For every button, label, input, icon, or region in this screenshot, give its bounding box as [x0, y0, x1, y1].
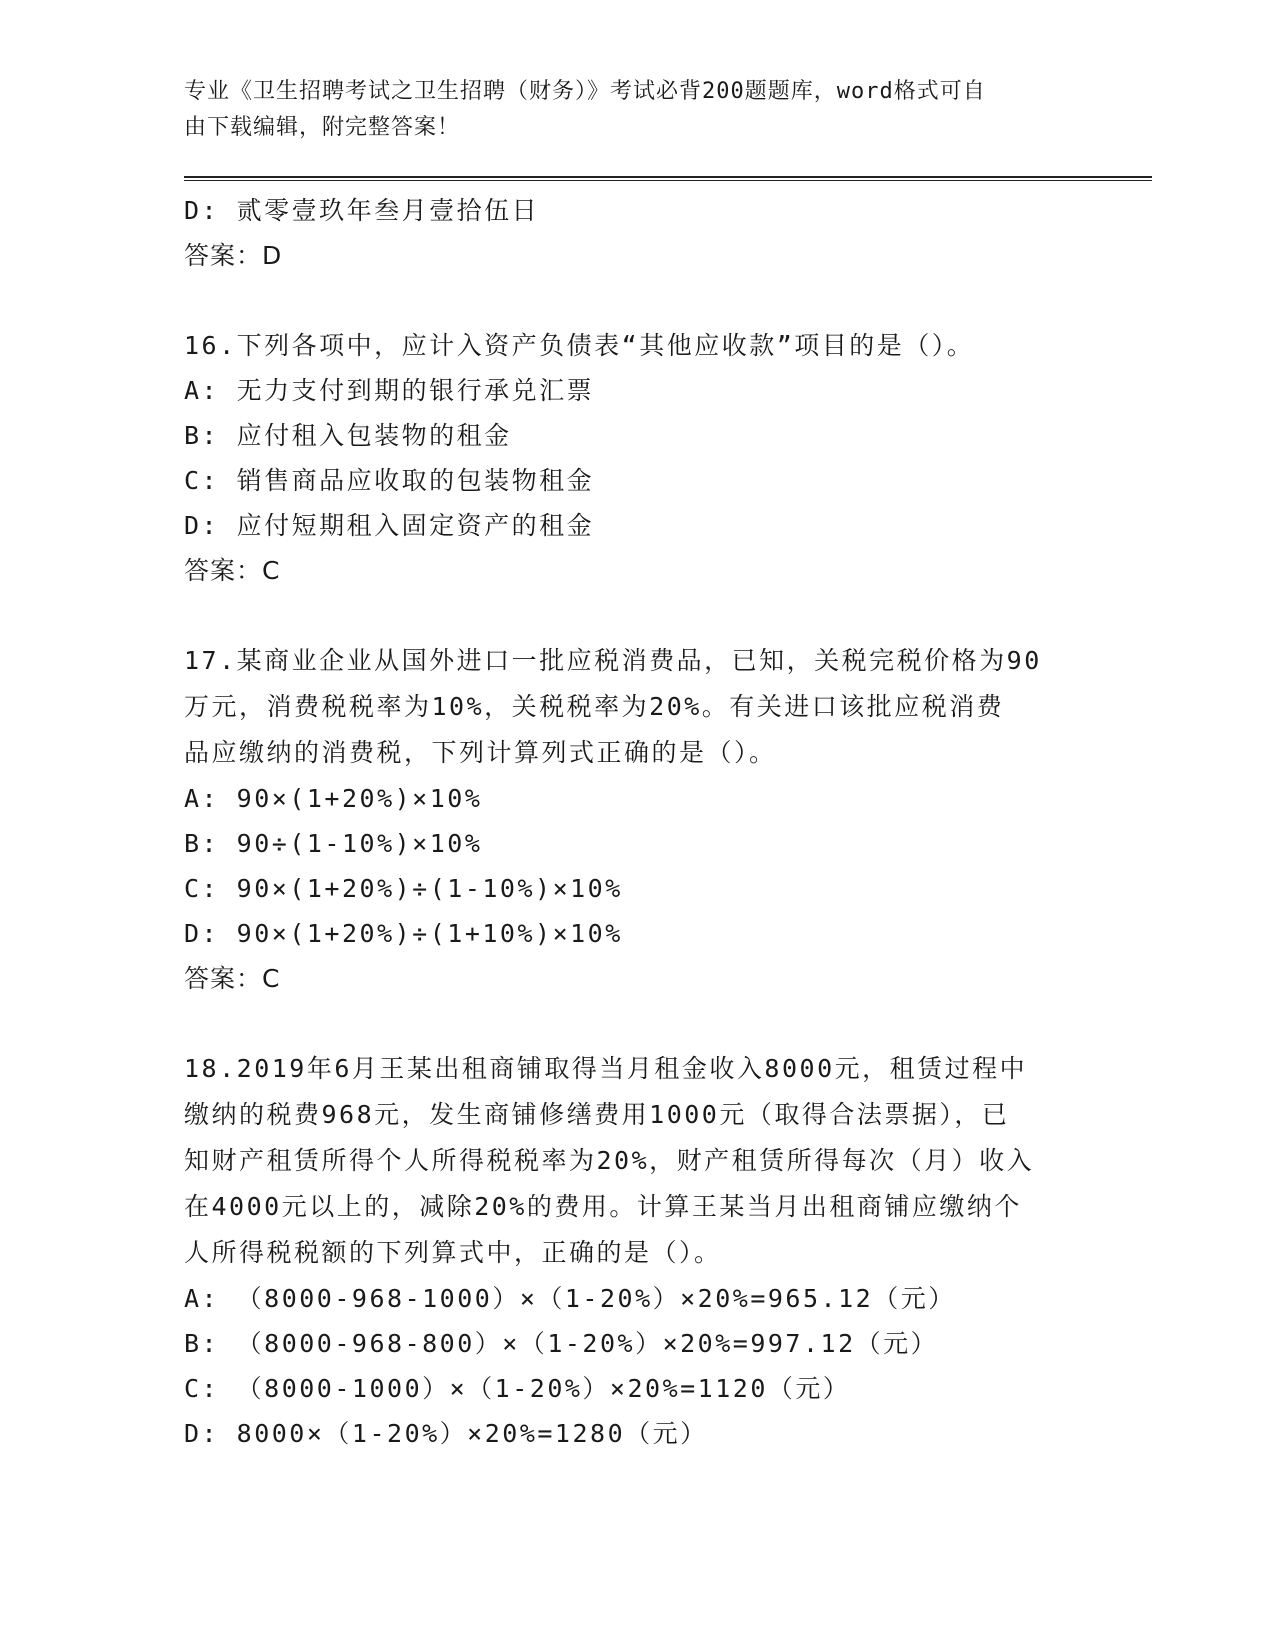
- spacer: [184, 593, 1084, 638]
- question-16: [184, 323, 1084, 593]
- spacer: [184, 278, 1084, 323]
- question-content: [184, 188, 1084, 1456]
- option-b: B: 90÷(1-10%)×10%: [184, 829, 483, 858]
- option-d: D: 90×(1+20%)÷(1+10%)×10%: [184, 919, 623, 948]
- prev-question-option-d: D: 贰零壹玖年叁月壹拾伍日: [184, 196, 540, 225]
- option-a: A: 90×(1+20%)×10%: [184, 784, 483, 813]
- option-c: C: 销售商品应收取的包装物租金: [184, 466, 595, 495]
- option-d: D: 8000×（1-20%）×20%=1280（元）: [184, 1419, 708, 1448]
- question-17: [184, 638, 1084, 1001]
- prev-question-answer: 答案：D: [184, 241, 283, 270]
- question-stem: 16.下列各项中，应计入资产负债表“其他应收款”项目的是（）。: [184, 331, 975, 360]
- option-b: B: （8000-968-800）×（1-20%）×20%=997.12（元）: [184, 1329, 939, 1358]
- header-title-line-1: 专业《卫生招聘考试之卫生招聘（财务）》考试必背200题题库，word格式可自: [184, 79, 986, 104]
- question-stem-line: 18.2019年6月王某出租商铺取得当月租金收入8000元，租赁过程中: [184, 1054, 1028, 1083]
- question-stem-line: 17.某商业企业从国外进口一批应税消费品，已知，关税完税价格为90: [184, 646, 1042, 675]
- answer: 答案：C: [184, 964, 281, 993]
- question-stem-line: 品应缴纳的消费税，下列计算列式正确的是（）。: [184, 738, 777, 767]
- question-18: [184, 1046, 1084, 1456]
- page-header: [184, 74, 1084, 146]
- answer: 答案：C: [184, 556, 281, 585]
- option-a: A: 无力支付到期的银行承兑汇票: [184, 376, 595, 405]
- option-a: A: （8000-968-1000）×（1-20%）×20%=965.12（元）: [184, 1284, 956, 1313]
- question-stem-line: 人所得税税额的下列算式中，正确的是（）。: [184, 1238, 722, 1267]
- header-divider: [184, 176, 1152, 181]
- option-c: C: 90×(1+20%)÷(1-10%)×10%: [184, 874, 623, 903]
- question-stem-line: 万元，消费税税率为10%，关税税率为20%。有关进口该批应税消费: [184, 692, 1005, 721]
- question-stem-line: 在4000元以上的，减除20%的费用。计算王某当月出租商铺应缴纳个: [184, 1192, 1022, 1221]
- option-c: C: （8000-1000）×（1-20%）×20%=1120（元）: [184, 1374, 851, 1403]
- option-b: B: 应付租入包装物的租金: [184, 421, 512, 450]
- question-stem-line: 知财产租赁所得个人所得税税率为20%，财产租赁所得每次（月）收入: [184, 1146, 1035, 1175]
- header-title-line-2: 由下载编辑，附完整答案！: [184, 115, 461, 140]
- option-d: D: 应付短期租入固定资产的租金: [184, 511, 595, 540]
- spacer: [184, 1001, 1084, 1046]
- question-stem-line: 缴纳的税费968元，发生商铺修缮费用1000元（取得合法票据），已: [184, 1100, 1010, 1129]
